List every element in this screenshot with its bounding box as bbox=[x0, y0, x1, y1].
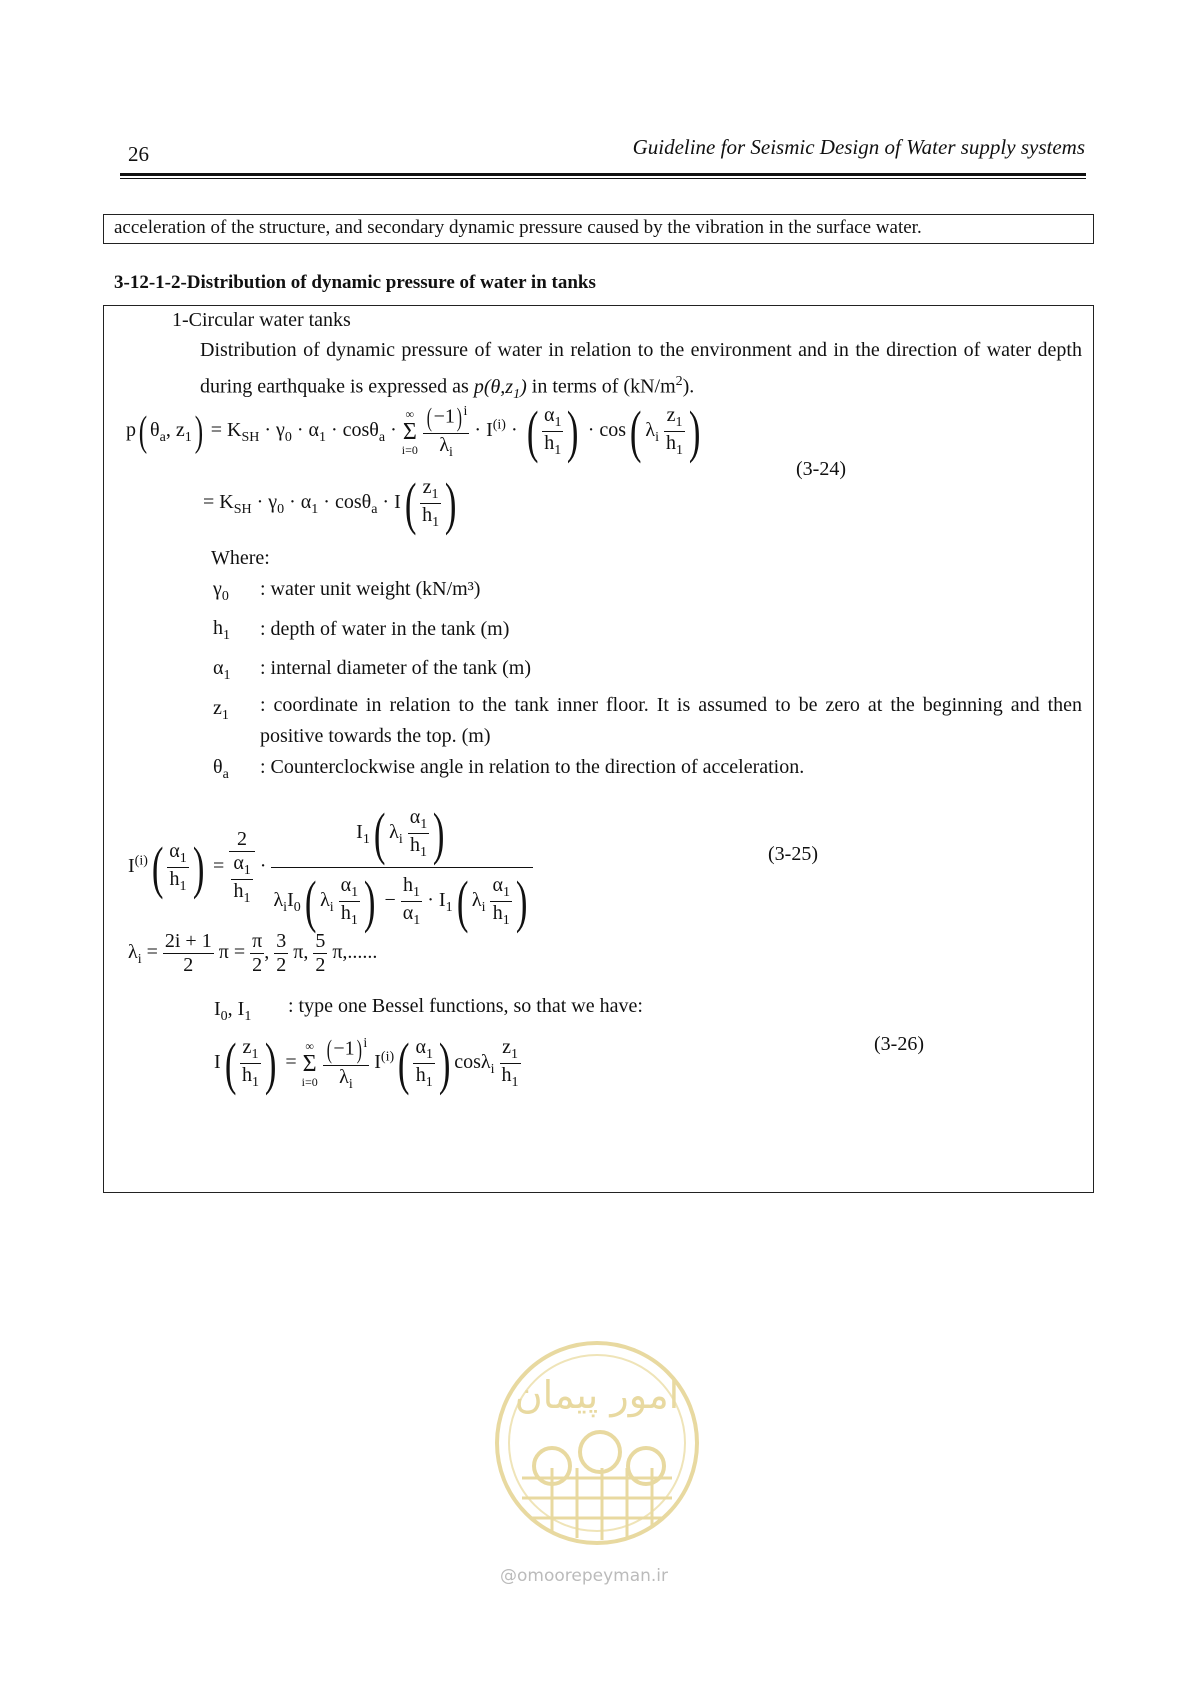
bessel-note: : type one Bessel functions, so that we have: bbox=[288, 995, 643, 1017]
watermark-logo bbox=[482, 1328, 712, 1558]
subheading: 1-Circular water tanks bbox=[172, 309, 351, 331]
equation-3-26: I( $\frac{z_1}{h_1}$ ) = ∞ Σ i=0 $\frac{(-1) ^i}{\lambda_i}$ $I^{(i)}$( $\frac{\alpha_1}{h_1}$ ) cosλ$_i$ $\frac{z_1}{h_1}$ bbox=[214, 1031, 519, 1096]
equation-3-26-number: (3-26) bbox=[874, 1033, 924, 1055]
equation-3-24-line2: = $K_{SH} \cdot \gamma_0 \cdot \alpha_1 \cdot \cos\theta_a \cdot I$( $\frac{z_1}{h_1}$ ) bbox=[203, 471, 457, 536]
lambda-definition: $\lambda_i$ = $\frac{2i + 1}{2}$ π = $\frac{\pi}{2}$ , $\frac{3}{2}$ π, $\frac{5}{2}$ π,...... bbox=[128, 930, 378, 976]
header-rule-thin bbox=[120, 178, 1086, 179]
intro-paragraph: Distribution of dynamic pressure of water in relation to the environment and in the direction of water depth during earthquake is expressed as $p(\theta,z_1)$ in terms of $(kN/m^2)$. bbox=[200, 339, 1082, 402]
page-number: 26 bbox=[128, 142, 149, 166]
bessel-symbols: $I_0$, $I_1$ bbox=[214, 998, 252, 1024]
def-text-h: : depth of water in the tank (m) bbox=[260, 618, 510, 640]
intro-expression: $p(\theta,z_1)$ bbox=[473, 375, 527, 402]
def-symbol-alpha: $\alpha_1$ bbox=[213, 657, 231, 683]
equation-3-25-number: (3-25) bbox=[768, 843, 818, 865]
def-text-z: : coordinate in relation to the tank inner floor. It is assumed to be zero at the beginning and then positive towards the top. (m) bbox=[260, 694, 1082, 747]
running-title: Guideline for Seismic Design of Water supply systems bbox=[632, 135, 1085, 159]
equation-3-24-line1: p( $\theta_a$, $z_1) = K_{SH} \cdot \gamma_0 \cdot \alpha_1 \cdot \cos\theta_a$ · ∞ Σ i=0 $\frac{(-1) ^i}{\lambda_i}$ · $I^{(i)}$ · ( $\frac{\alpha_1}{h_1}$ ) · cos( $\lambda_i$ $\frac{z_1}{h_1}$ ) bbox=[126, 399, 701, 464]
def-symbol-theta: $\theta_a$ bbox=[213, 756, 229, 782]
continued-text-box: acceleration of the structure, and secondary dynamic pressure caused by the vibration in the surface water. bbox=[103, 214, 1094, 244]
equation-3-24-number: (3-24) bbox=[796, 458, 846, 480]
def-text-gamma: : water unit weight (kN/m³) bbox=[260, 578, 481, 600]
where-label: Where: bbox=[211, 547, 270, 569]
def-symbol-z: $z_1$ bbox=[213, 697, 229, 723]
def-text-alpha: : internal diameter of the tank (m) bbox=[260, 657, 532, 679]
def-symbol-h: $h_1$ bbox=[213, 617, 230, 643]
equation-3-25: $I^{(i)}$( $\frac{\alpha_1}{h_1}$ ) = $\frac{2}{\frac{\alpha_1}{h_1}}$ · $I_1$( $\lambda_i$ $\frac{\alpha_1}{h_1}$ ) $\lambda_iI_0$( $\lambda_i$ $\frac{\alpha_1}{h_1}$ ) − $\frac{h_1}{\alpha_1}$ · $I_1$( $\lambda_i$ $\frac{\alpha_1}{h_1}$ ) bbox=[128, 800, 533, 935]
def-symbol-gamma: $\gamma_0$ bbox=[213, 578, 229, 604]
watermark-logo-text: امور پیمان bbox=[514, 1373, 680, 1417]
def-text-theta: : Counterclockwise angle in relation to the direction of acceleration. bbox=[260, 756, 805, 778]
header-rule-thick bbox=[120, 173, 1086, 176]
watermark-text: @omoorepeyman.ir bbox=[500, 1566, 669, 1586]
section-heading: 3-12-1-2-Distribution of dynamic pressure of water in tanks bbox=[114, 272, 596, 293]
